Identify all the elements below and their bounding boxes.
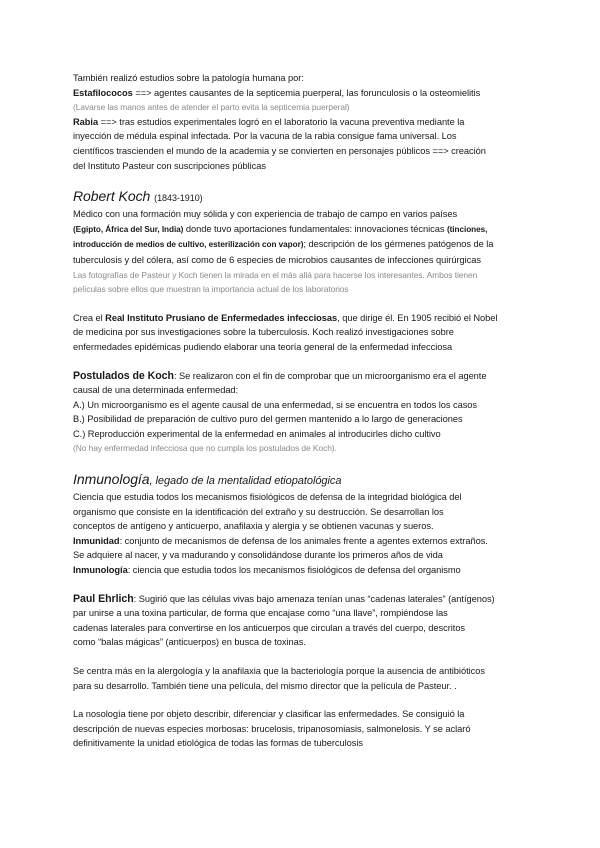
ehrlich-section [73,592,548,650]
koch-line-2 [73,222,548,238]
koch-section [73,187,548,297]
rabia-line-3: científicos trascienden el mundo de la academia y se convierten en personajes públicos ==> creación [73,145,486,156]
koch-line-1: Médico con una formación muy sólida y con experiencia de trabajo de campo en varios países [73,209,458,220]
nosologia-line-2: descripción de nuevas especies morbosas: brucelosis, tripanosomiasis, salmonelosis. Y se aclaró [73,723,471,734]
postulados-title: Postulados de Koch [73,369,174,382]
ehrlich-line-3: cadenas laterales para convertirse en los anticuerpos que circulan a través del cuerpo, descritos [73,622,466,633]
rabia-term: Rabia [73,116,99,127]
rabia-text: ==> tras estudios experimentales logró en el laboratorio la vacuna preventiva mediante la [98,116,465,127]
koch-line-3-text: ; descripción de los gérmenes patógenos de la [303,239,494,250]
nosologia-section [73,707,548,751]
inmunidad-term: Inmunidad [73,535,120,546]
postulados-section [73,369,548,457]
koch-line-3 [73,237,548,253]
instituto-line-2: de medicina por sus investigaciones sobre la tuberculosis. Koch realizó investigaciones sobre [73,327,454,338]
inmunologia-subtitle: , legado de la mentalidad etiopatológica [149,475,342,488]
postulados-line-1-text: : Se realizaron con el fin de comprobar que un microorganismo era el agente [173,370,487,381]
postulado-c: C.) Reproducción experimental de la enfermedad en animales al introducirles dicho cultivo [73,428,441,439]
koch-note-1: Las fotografías de Pasteur y Koch tienen la mirada en el más allá para hacerse los interesantes. Ambos tienen [73,269,478,280]
intro-line: También realizó estudios sobre la patología humana por: [73,73,304,83]
inmunologia-def-text: : ciencia que estudia todos los mecanismos fisiológicos de defensa del organismo [127,565,461,576]
koch-techniques: introducción de medios de cultivo, esterilización con vapor) [73,240,304,250]
postulados-note: (No hay enfermedad infecciosa que no cumpla los postulados de Koch). [73,443,337,454]
inmuno-line-1: Ciencia que estudia todos los mecanismos fisiológicos de defensa de la integridad biológica del [73,492,462,503]
rabia-line-2: inyección de médula espinal infectada. Por la vacuna de la rabia consigue fama universal. Los [73,131,457,142]
inmunologia-section [73,470,548,578]
koch-heading [73,187,548,207]
inmunologia-title: Inmunología [73,471,150,488]
koch-note-2: películas sobre ellos que muestran la importancia actual de los laboratorios [73,284,349,295]
inmuno-line-2: organismo que consiste en la identificación del extraño y su destrucción. Se desarrollan los [73,506,444,517]
instituto-line-3: enfermedades epidémicas pudiendo elaborar una teoría general de la enfermedad infecciosa [73,341,453,352]
instituto-line-1-text: , que dirige él. En 1905 recibió el Nobel [337,312,498,323]
instituto-line-1 [73,311,548,326]
koch-title: Robert Koch [73,188,151,205]
ehrlich-line-1-text: : Sugirió que las células vivas bajo amenaza tenían unas “cadenas laterales” (antígenos) [133,593,495,604]
ehrlich-line-2: par unirse a una toxina particular, de forma que encajase como “una llave”, rompiéndose las [73,608,448,619]
ehrlich-line-1 [73,592,548,607]
alergia-line-1: Se centra más en la alergología y la anafilaxia que la bacteriología porque la ausencia de antibióticos [73,666,485,676]
estafilococos-term: Estafilococos [73,87,133,98]
inmunidad-text: : conjunto de mecanismos de defensa de los animales frente a agentes externos extraños. [119,535,488,546]
inmunologia-term: Inmunología [73,565,128,576]
koch-countries: (Egipto, África del Sur, India) [73,224,184,234]
koch-line-4: tuberculosis y del cólera, así como de 6 especies de microbios causantes de infecciones quirúrgicas [73,254,481,265]
estafilococos-line [73,86,548,101]
inmunologia-def-line [73,563,548,578]
instituto-name: Real Instituto Prusiano de Enfermedades infecciosas [105,312,338,323]
inmuno-line-5: Se adquiere al nacer, y va madurando y consolidándose durante los primeros años de vida [73,550,443,561]
inmunologia-heading [73,470,548,490]
rabia-line-4: del Instituto Pasteur con suscripciones públicas [73,160,266,171]
rabia-line [73,115,548,130]
alergia-line-2: para su desarrollo. También tiene una película, del mismo director que la película de Pasteur. . [73,680,457,691]
inmuno-line-3: conceptos de antígeno y anticuerpo, anafilaxia y alergia y se obtienen vacunas y sueros. [73,521,434,532]
alergia-section [73,664,548,693]
ehrlich-name: Paul Ehrlich [73,592,134,605]
instituto-lead: Crea el [73,312,106,323]
postulado-b: B.) Posibilidad de preparación de cultivo puro del germen mantenido a lo largo de generaciones [73,414,463,425]
postulado-a: A.) Un microorganismo es el agente causal de una enfermedad, si se encuentra en todos los casos [73,399,478,410]
ehrlich-line-4: como “balas mágicas” (anticuerpos) en busca de toxinas. [73,637,306,648]
postulados-line-1 [73,369,548,384]
koch-tinciones: (tinciones, [446,224,488,234]
koch-years: (1843-1910) [154,193,203,204]
estafilococos-text: ==> agentes causantes de la septicemia puerperal, las forunculosis o la osteomielitis [132,87,481,98]
nosologia-line-3: definitivamente la unidad etiológica de todas las formas de tuberculosis [73,738,363,749]
pasteur-section [73,71,548,173]
instituto-section [73,311,548,355]
nosologia-line-1: La nosología tiene por objeto describir, diferenciar y clasificar las enfermedades. Se consiguió la [73,709,465,720]
estafilococos-note: (Lavarse las manos antes de atender el parto evita la septicemia puerperal) [73,102,350,113]
postulados-line-2: causal de una determinada enfermedad: [73,385,239,396]
inmunidad-line [73,534,548,549]
koch-line-2-text: donde tuvo aportaciones fundamentales: innovaciones técnicas [183,223,447,234]
